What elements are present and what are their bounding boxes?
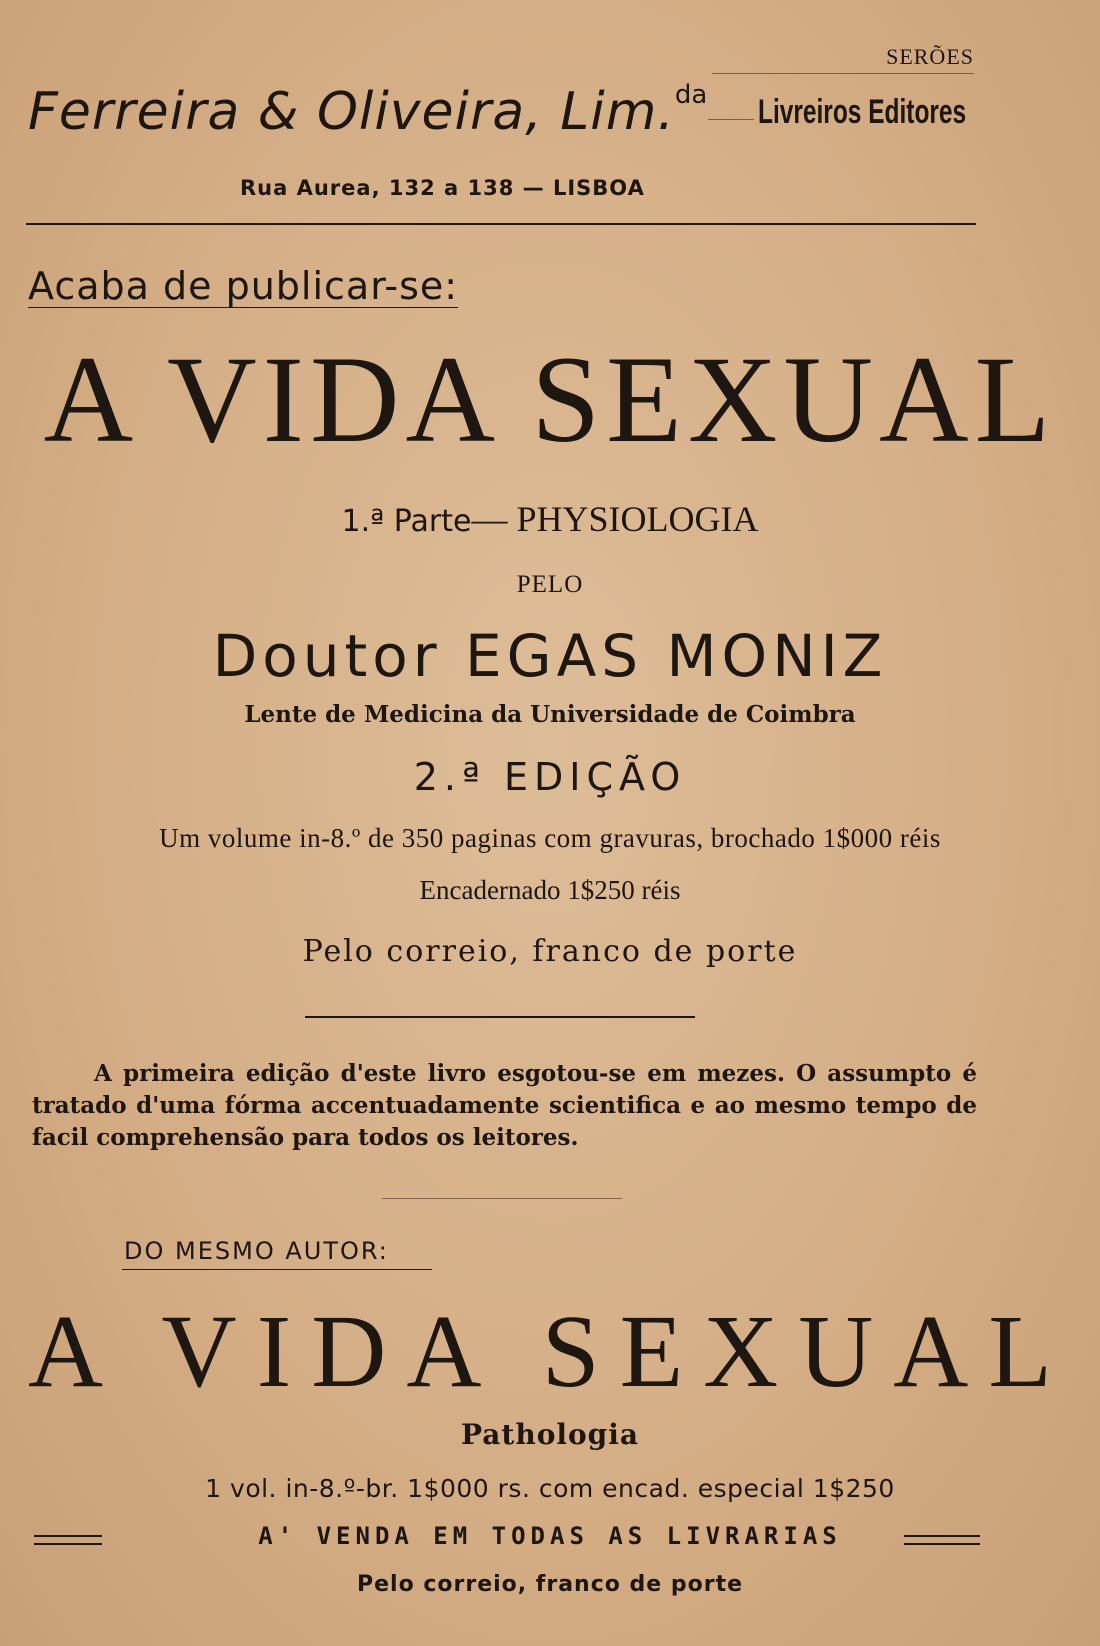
header-divider [26, 223, 976, 225]
just-published-label: Acaba de publicar-se: [28, 264, 459, 308]
by-label: PELO [516, 571, 584, 598]
small-divider [382, 1198, 622, 1199]
publisher-name [28, 80, 707, 142]
part-subject: — PHYSIOLOGIA [471, 499, 759, 539]
publisher-address: Rua Aurea, 132 a 138 — LISBOA [240, 176, 645, 200]
volume-info: Um volume in-8.º de 350 paginas com gravuras, brochado 1$000 réis [159, 823, 941, 853]
same-author-underline [122, 1269, 432, 1270]
section-divider [305, 1016, 695, 1018]
publisher-text: Ferreira & Oliveira, Lim. [28, 82, 675, 142]
postage-note: Pelo correio, franco de porte [302, 934, 798, 969]
book-title: A VIDA SEXUAL [43, 331, 1057, 468]
second-book-title: A VIDA SEXUAL [28, 1294, 1072, 1409]
sale-ornament-right [904, 1535, 980, 1545]
description-paragraph: A primeira edição d'este livro esgotou-se em mezes. O assumpto é tratado d'uma fórma accentuadamente scientifica e ao mesmo tempo de facil comprehensão para todos os leitores. [32, 1060, 977, 1151]
sale-banner: A' VENDA EM TODAS AS LIVRARIAS [258, 1522, 842, 1550]
publisher-leader-line [708, 119, 754, 120]
publisher-role: Livreiros Editores [758, 93, 967, 131]
second-book-subtitle: Pathologia [460, 1418, 640, 1451]
part-line [0, 498, 1100, 540]
author-name: Doutor EGAS MONIZ [212, 622, 888, 690]
edition-label: 2.ª EDIÇÃO [413, 755, 687, 799]
author-title: Lente de Medicina da Universidade de Coimbra [244, 701, 856, 728]
part-number: 1.ª Parte [341, 504, 472, 539]
second-book-volume-info: 1 vol. in-8.º-br. 1$000 rs. com encad. especial 1$250 [205, 1474, 895, 1503]
publisher-superscript: da [674, 80, 708, 110]
journal-rule [712, 73, 974, 74]
same-author-heading: DO MESMO AUTOR: [124, 1237, 389, 1265]
bound-price: Encadernado 1$250 réis [419, 875, 681, 905]
footer-postage-note: Pelo correio, franco de porte [356, 1572, 744, 1597]
journal-name: SERÕES [886, 44, 974, 69]
